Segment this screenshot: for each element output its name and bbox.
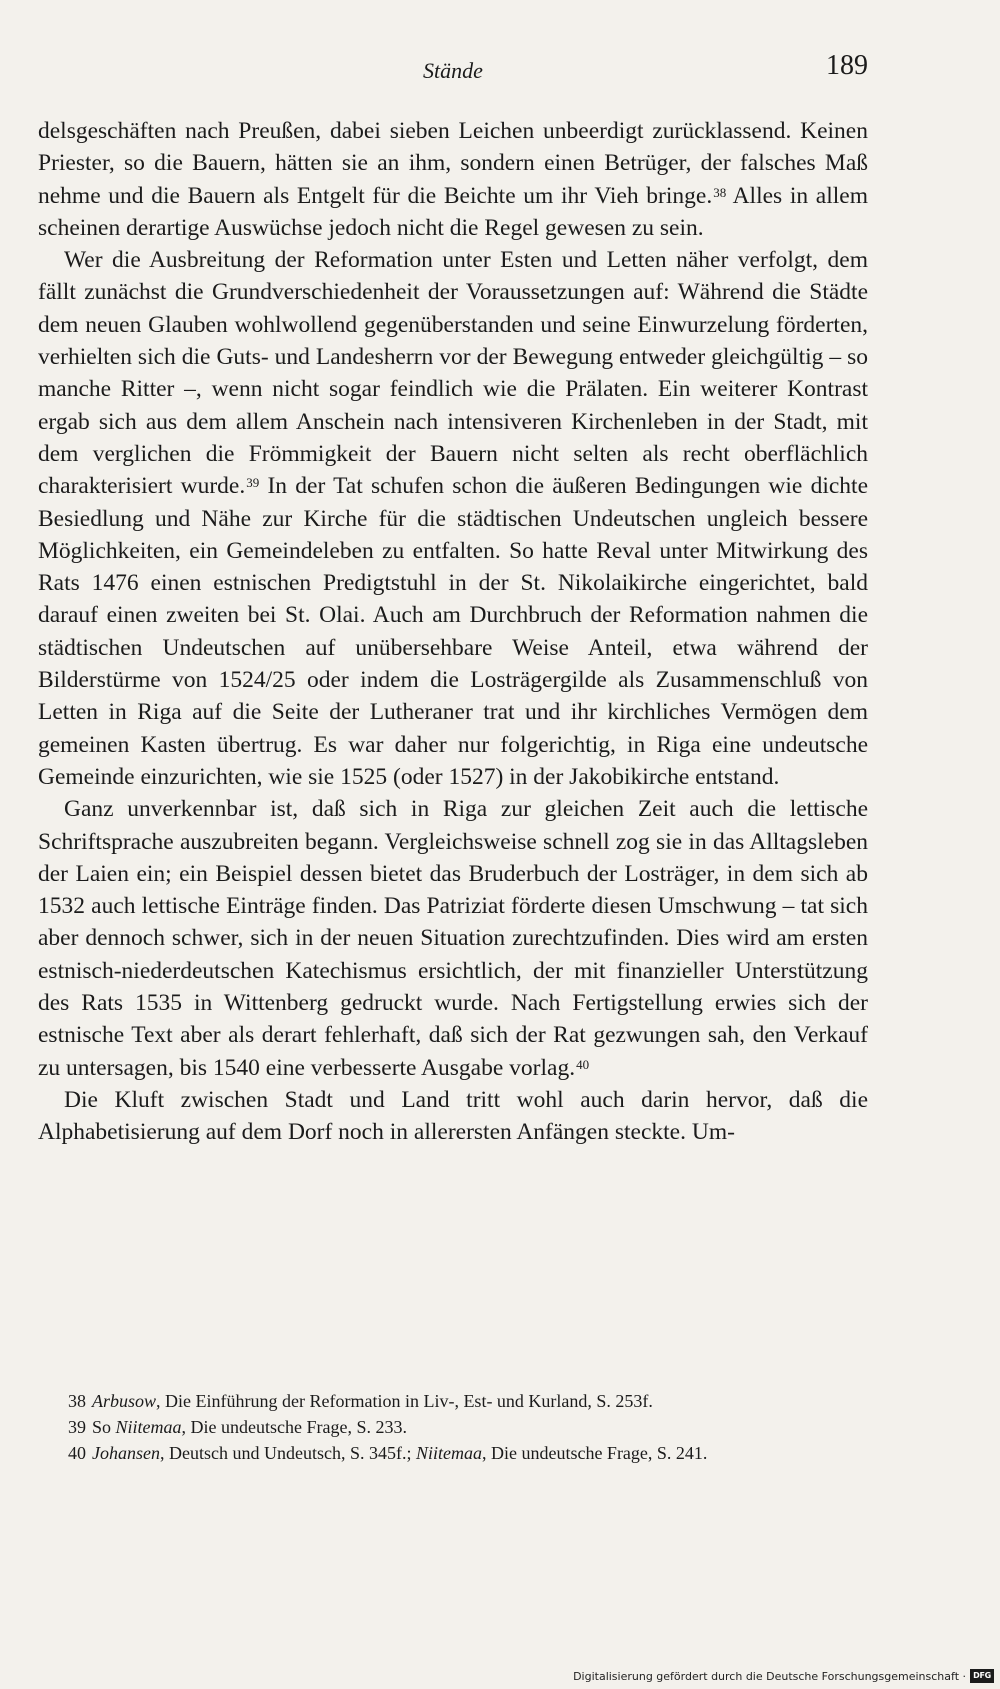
- body-text: [38, 115, 868, 1149]
- digitization-credit: [573, 1667, 994, 1685]
- paragraph-1-text-a: delsgeschäften nach Preußen, dabei sieben Leichen unbeerdigt zurücklassend. Keinen Priester, so die Bauern, hätten sie an ihm, sondern einen Betrüger, der falsches Maß nehme und die Bauern als Entgelt für die Beichte um ihr Vieh bringe.: [38, 118, 868, 209]
- footnote-ref-40[interactable]: 40: [576, 1056, 590, 1072]
- footnote-40: [38, 1440, 868, 1466]
- dfg-logo-icon: DFG: [970, 1669, 994, 1683]
- footnote-number: 39: [68, 1417, 86, 1437]
- footnote-ref-39[interactable]: 39: [246, 475, 260, 491]
- paragraph-1-text-b: Alles in allem scheinen derartige Auswüchse jedoch nicht die Regel gewesen zu sein.: [38, 182, 868, 241]
- paragraph-2-text-b: In der Tat schufen schon die äußeren Bedingungen wie dichte Besiedlung und Nähe zur Kirche für die städtischen Undeutschen ungleich bessere Möglichkeiten, ein Gemeindeleben zu entfalten. So hatte Reval unter Mitwirkung des Rats 1476 einen estnischen Predigtstuhl in der St. Nikolaikirche eingerichtet, bald darauf einen zweiten bei St. Olai. Auch am Durchbruch der Reformation nahmen die städtischen Undeutschen auf unübersehbare Weise Anteil, etwa während der Bilderstürme von 1524/25 oder indem die Losträgergilde als Zusammenschluß von Letten in Riga auf die Seite der Lutheraner trat und ihr kirchliches Vermögen dem gemeinen Kasten übertrug. Es war daher nur folgerichtig, in Riga eine undeutsche Gemeinde einzurichten, wie sie 1525 (oder 1527) in der Jakobikirche entstand.: [38, 473, 868, 790]
- footnote-text-2: , Die undeutsche Frage, S. 241.: [481, 1443, 708, 1463]
- credit-text: Digitalisierung gefördert durch die Deutsche Forschungsgemeinschaft ·: [573, 1669, 966, 1683]
- footnote-author: Niitemaa: [115, 1417, 182, 1437]
- paragraph-2-text-a: Wer die Ausbreitung der Reformation unter Esten und Letten näher verfolgt, dem fällt zunächst die Grundverschiedenheit der Voraussetzungen auf: Während die Städte dem neuen Glauben wohlwollend gegenüberstanden und seine Einwurzelung förderten, verhielten sich die Guts- und Landesherrn vor der Bewegung entweder gleichgültig – so manche Ritter –, wenn nicht sogar feindlich wie die Prälaten. Ein weiterer Kontrast ergab sich aus dem allem Anschein nach intensiveren Kirchenleben in der Stadt, mit dem verglichen die Frömmigkeit der Bauern nicht selten als recht oberflächlich charakterisiert wurde.: [38, 247, 868, 500]
- paragraph-3-text-a: Ganz unverkennbar ist, daß sich in Riga zur gleichen Zeit auch die lettische Schriftsprache auszubreiten begann. Vergleichsweise schnell zog sie in das Alltagsleben der Laien ein; ein Beispiel dessen bietet das Bruderbuch der Losträger, in dem sich ab 1532 auch lettische Einträge finden. Das Patriziat förderte diesen Umschwung – tat sich aber dennoch schwer, sich in der neuen Situation zurechtzufinden. Dies wird am ersten estnisch-niederdeutschen Katechismus ersichtlich, der mit finanzieller Unterstützung des Rats 1535 in Wittenberg gedruckt wurde. Nach Fertigstellung erwies sich der estnische Text aber als derart fehlerhaft, daß sich der Rat gezwungen sah, den Verkauf zu untersagen, bis 1540 eine verbesserte Ausgabe vorlag.: [38, 796, 868, 1081]
- footnote-prefix: So: [92, 1417, 116, 1437]
- paragraph-1: [38, 115, 868, 244]
- footnote-number: 40: [68, 1443, 86, 1463]
- footnote-text: , Deutsch und Undeutsch, S. 345f.;: [159, 1443, 416, 1463]
- page-number: 189: [826, 50, 868, 81]
- footnotes: [38, 1388, 868, 1466]
- paragraph-2: [38, 244, 868, 793]
- footnote-39: [38, 1414, 868, 1440]
- paragraph-4-text-a: Die Kluft zwischen Stadt und Land tritt wohl auch darin hervor, daß die Alphabetisierung auf dem Dorf noch in allerersten Anfängen steckte. Um-: [38, 1086, 868, 1146]
- paragraph-4: [38, 1084, 868, 1149]
- footnote-number: 38: [68, 1391, 86, 1411]
- running-title: Stände: [423, 58, 483, 83]
- footnote-ref-38[interactable]: 38: [713, 184, 727, 200]
- footnote-author: Arbusow: [92, 1391, 157, 1411]
- paragraph-3: [38, 793, 868, 1084]
- footnote-author: Johansen: [92, 1443, 160, 1463]
- footnote-text: , Die undeutsche Frage, S. 233.: [181, 1417, 407, 1437]
- footnote-author-2: Niitemaa: [415, 1443, 482, 1463]
- footnote-38: [38, 1388, 868, 1414]
- running-head: [38, 50, 868, 90]
- footnote-text: , Die Einführung der Reformation in Liv-, Est- und Kurland, S. 253f.: [156, 1391, 653, 1411]
